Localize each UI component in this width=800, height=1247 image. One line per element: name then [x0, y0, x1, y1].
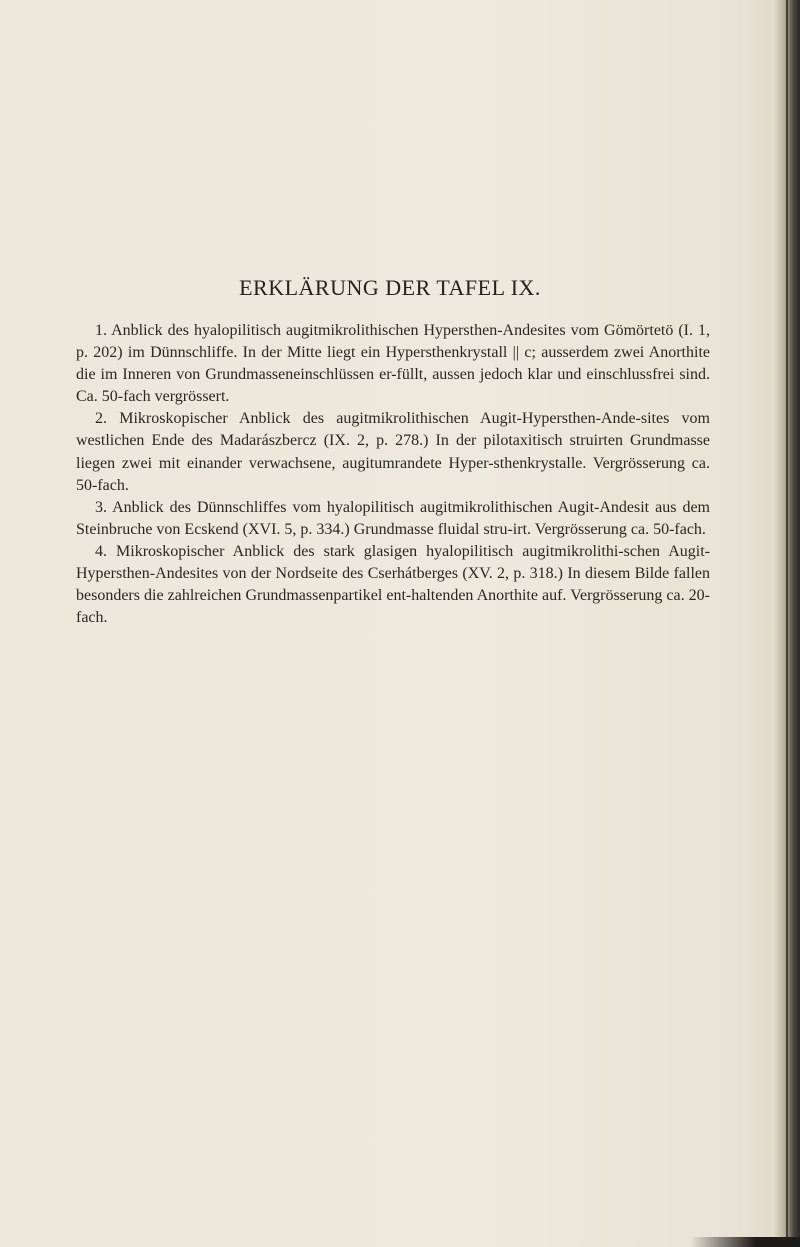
paragraph-4: 4. Mikroskopischer Anblick des stark glasigen hyalopilitisch augitmikrolithi-schen Augit-Hypersthen-Andesites von der Nordseite des Cserhátberges (XV. 2, p. 318.) In diesem Bilde fallen besonders die zahlreichen Grundmassenpartikel ent-haltenden Anorthite auf. Vergrösserung ca. 20-fach. — [76, 542, 710, 627]
plate-explanation — [76, 320, 710, 629]
paragraph-1: 1. Anblick des hyalopilitisch augitmikrolithischen Hypersthen-Andesites vom Gömörtetö (I. 1, p. 202) im Dünnschliffe. In der Mitte liegt ein Hypersthenkrystall || c; ausserdem zwei Anorthite die im Inneren von Grundmasseneinschlüssen er-füllt, aussen jedoch klar und einschlussfrei sind. Ca. 50-fach vergrössert. — [76, 322, 710, 406]
paragraph-3: 3. Anblick des Dünnschliffes vom hyalopilitisch augitmikrolithischen Augit-Andesit aus dem Steinbruche von Ecskend (XVI. 5, p. 334.) Grundmasse fluidal stru-irt. Vergrösserung ca. 50-fach. — [76, 498, 710, 538]
binding-line — [786, 0, 788, 1247]
bottom-edge-shadow — [690, 1237, 800, 1247]
page-title: ERKLÄRUNG DER TAFEL IX. — [239, 275, 541, 300]
paragraph-2: 2. Mikroskopischer Anblick des augitmikrolithischen Augit-Hypersthen-Ande-sites vom westlichen Ende des Madarászbercz (IX. 2, p. 278.) In der pilotaxitisch struirten Grundmasse liegen zwei mit einander verwachsene, augitumrandete Hyper-sthenkrystalle. Vergrösserung ca. 50-fach. — [76, 410, 710, 494]
